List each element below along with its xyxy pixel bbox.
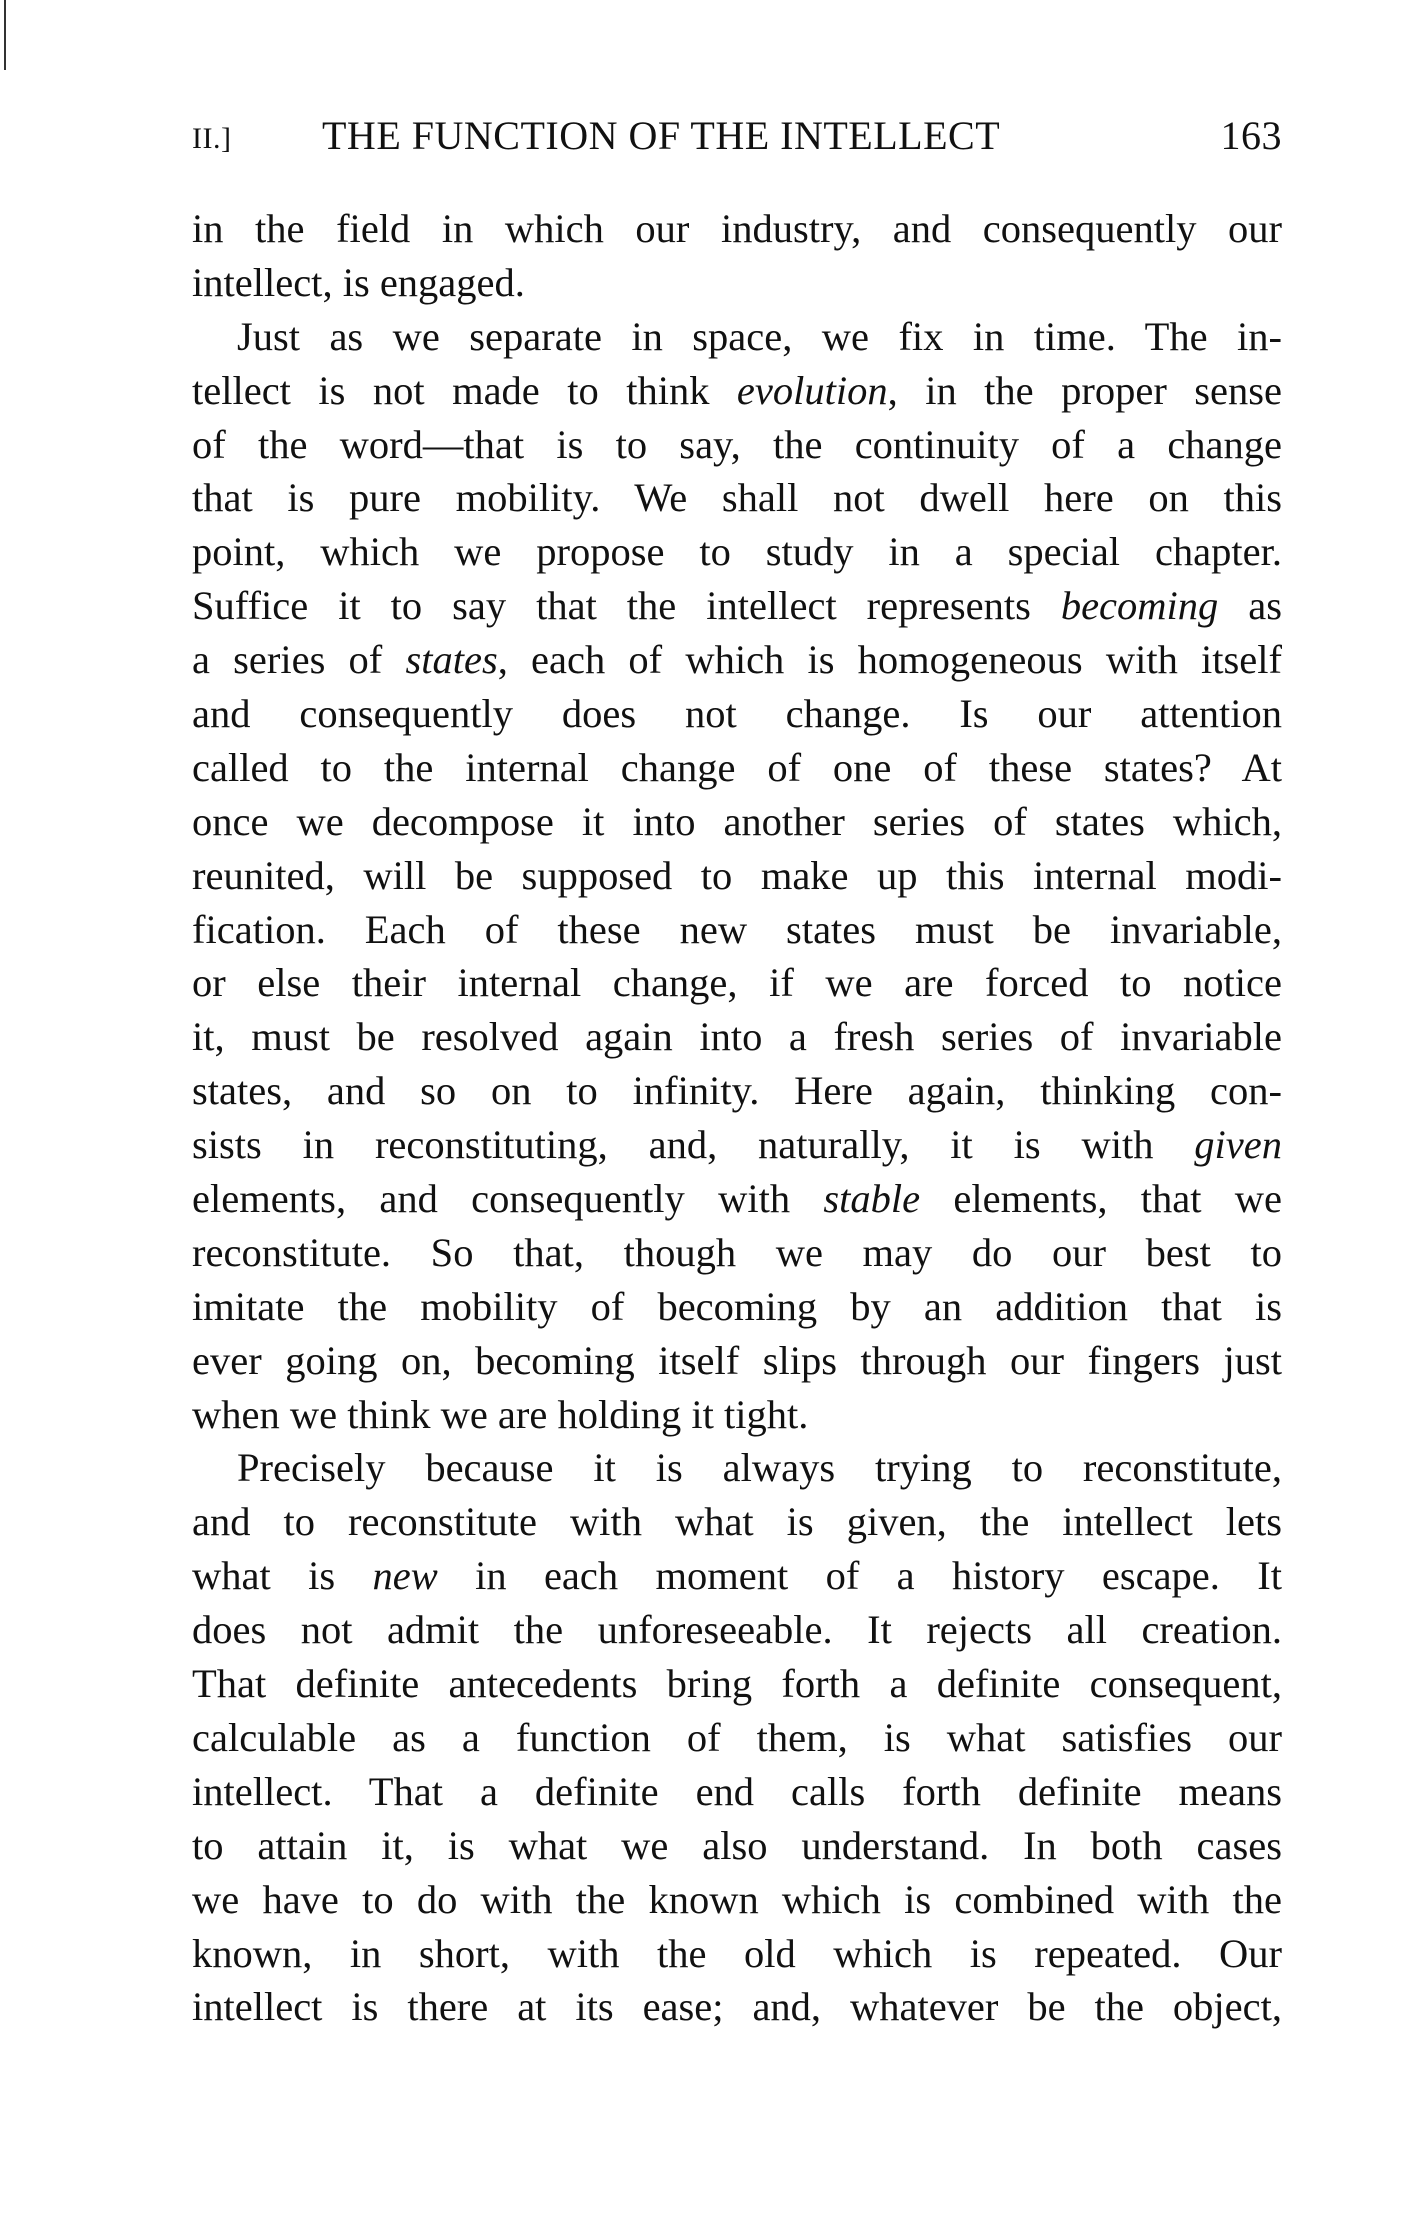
italic-term: becoming xyxy=(1060,583,1219,629)
page-number: 163 xyxy=(1220,113,1282,158)
italic-term: states xyxy=(405,637,498,683)
italic-term: evolution xyxy=(736,367,888,413)
text-line: ever going on, becoming itself slips through our fingers just xyxy=(192,1337,1282,1383)
text-line: or else their internal change, if we are forced to notice xyxy=(192,960,1282,1006)
text-line: imitate the mobility of becoming by an addition that is xyxy=(192,1283,1282,1329)
text-line: in the field in which our industry, and consequently our xyxy=(192,206,1282,251)
text-line: and consequently does not change. Is our attention xyxy=(192,691,1282,737)
italic-term: stable xyxy=(823,1176,921,1222)
text-line: intellect is there at its ease; and, whatever be the object, xyxy=(192,1984,1282,2030)
text-line: point, which we propose to study in a special chapter. xyxy=(192,529,1282,575)
text-line: Precisely because it is always trying to reconstitute, xyxy=(237,1445,1282,1491)
text-line: to attain it, is what we also understand. In both cases xyxy=(192,1822,1282,1868)
text-line: tellect is not made to think evolution, in the proper sense xyxy=(192,367,1283,413)
text-line: once we decompose it into another series of states which, xyxy=(192,798,1282,844)
text-line: we have to do with the known which is combined with the xyxy=(192,1876,1282,1922)
text-line: that is pure mobility. We shall not dwell here on this xyxy=(192,475,1282,521)
binding-edge-mark xyxy=(4,0,6,70)
text-line: does not admit the unforeseeable. It rejects all creation. xyxy=(192,1607,1282,1653)
text-line: called to the internal change of one of these states? At xyxy=(192,744,1282,790)
italic-term: given xyxy=(1194,1122,1283,1168)
text-line: and to reconstitute with what is given, the intellect lets xyxy=(192,1499,1282,1545)
text-line: it, must be resolved again into a fresh series of invariable xyxy=(192,1014,1282,1060)
chapter-marker: II.] xyxy=(192,122,232,155)
text-line: when we think we are holding it tight. xyxy=(192,1391,809,1437)
text-line: what is new in each moment of a history escape. It xyxy=(192,1553,1282,1599)
text-line: states, and so on to infinity. Here again, thinking con- xyxy=(192,1068,1282,1114)
italic-term: new xyxy=(372,1553,438,1599)
running-title: THE FUNCTION OF THE INTELLECT xyxy=(322,113,1001,158)
running-header xyxy=(192,112,1282,172)
text-line: of the word—that is to say, the continuity of a change xyxy=(192,421,1282,467)
text-line: That definite antecedents bring forth a definite consequent, xyxy=(192,1661,1282,1707)
text-line: Suffice it to say that the intellect represents becoming as xyxy=(192,583,1283,629)
text-line: reconstitute. So that, though we may do our best to xyxy=(192,1229,1282,1275)
body-text xyxy=(192,202,1282,2034)
text-line: a series of states, each of which is homogeneous with itself xyxy=(192,637,1282,683)
text-line: fication. Each of these new states must be invariable, xyxy=(192,906,1282,952)
text-line: intellect. That a definite end calls forth definite means xyxy=(192,1768,1282,1814)
text-line: known, in short, with the old which is repeated. Our xyxy=(192,1930,1282,1976)
text-line: sists in reconstituting, and, naturally, it is with given xyxy=(192,1122,1283,1168)
text-line: Just as we separate in space, we fix in time. The in- xyxy=(237,313,1282,359)
text-line: intellect, is engaged. xyxy=(192,259,525,305)
text-line: elements, and consequently with stable elements, that we xyxy=(192,1176,1282,1222)
text-line: calculable as a function of them, is what satisfies our xyxy=(192,1714,1282,1760)
text-line: reunited, will be supposed to make up this internal modi- xyxy=(192,852,1282,898)
